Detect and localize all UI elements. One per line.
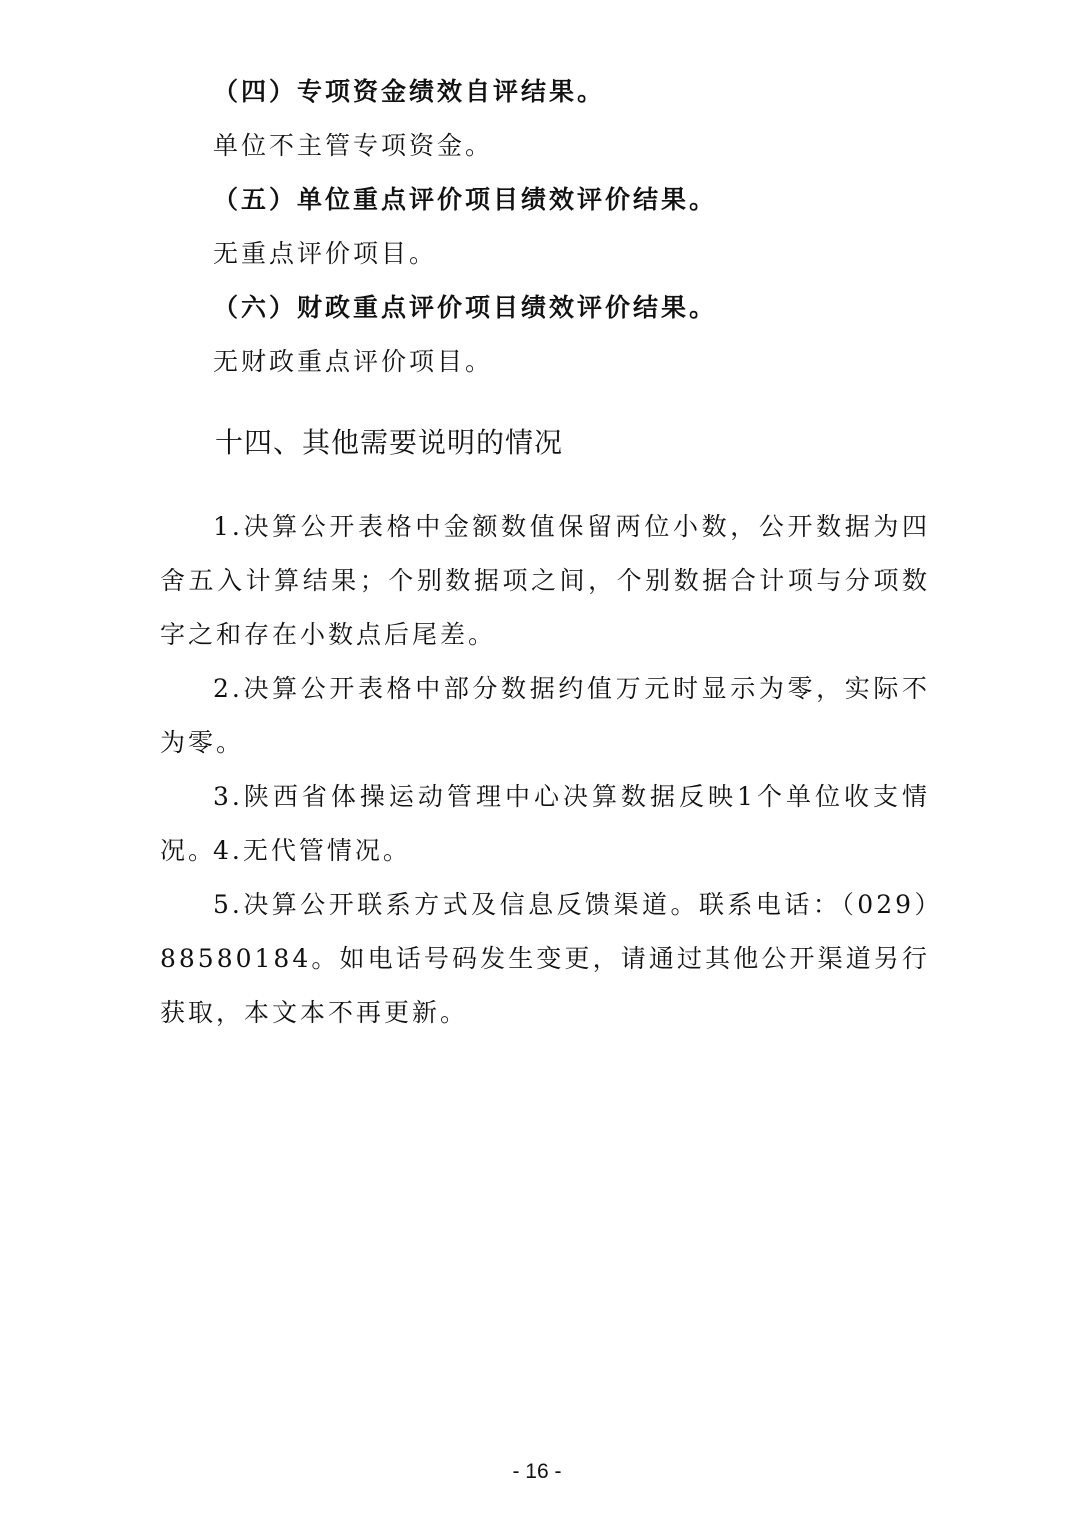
section-4-body: 单位不主管专项资金。 xyxy=(213,131,494,160)
section-4-heading: （四）专项资金绩效自评结果。 xyxy=(213,77,606,106)
note-item-4: 4.无代管情况。 xyxy=(213,836,411,865)
section-5-body: 无重点评价项目。 xyxy=(213,239,438,268)
note-item-2: 2.决算公开表格中部分数据约值万元时显示为零，实际不为零。 xyxy=(160,674,930,757)
section-6-heading: （六）财政重点评价项目绩效评价结果。 xyxy=(213,293,718,322)
note-item-1: 1.决算公开表格中金额数值保留两位小数，公开数据为四舍五入计算结果；个别数据项之间，个别数据合计项与分项数字之和存在小数点后尾差。 xyxy=(160,512,930,649)
section-5-heading: （五）单位重点评价项目绩效评价结果。 xyxy=(213,185,718,214)
note-item-3: 3.陕西省体操运动管理中心决算数据反映1个单位收支情况。 xyxy=(160,782,930,865)
section-14-title: 十四、其他需要说明的情况 xyxy=(215,426,564,459)
section-6-body: 无财政重点评价项目。 xyxy=(213,347,494,376)
note-item-5: 5.决算公开联系方式及信息反馈渠道。联系电话：（029）88580184。如电话号码发生变更，请通过其他公开渠道另行获取，本文本不再更新。 xyxy=(160,890,930,1027)
page-number: - 16 - xyxy=(512,1460,562,1483)
